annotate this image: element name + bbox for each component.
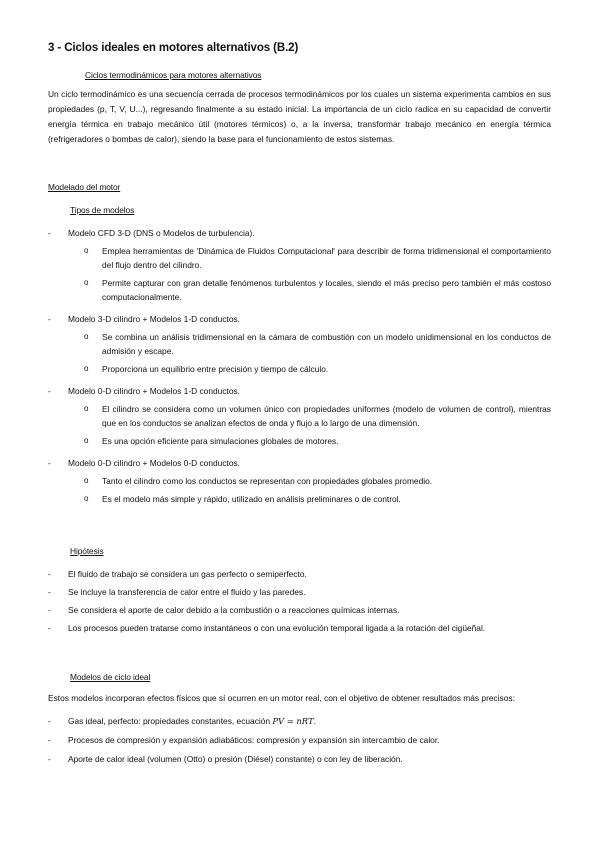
list-item: [48, 714, 551, 728]
list-item: [84, 362, 551, 376]
ideal-gas-equation: PV = nRT: [272, 716, 314, 726]
model-point: Permite capturar con gran detalle fenómenos turbulentos y locales, siendo el más preciso pero también el más costoso computacionalmente.: [102, 278, 551, 302]
dash-marker: -: [48, 605, 51, 615]
intro-paragraph: Un ciclo termodinámico es una secuencia cerrada de procesos termodinámicos por los cuales un sistema experimenta cambios en sus propiedades (p, T, V, U...), regresando finalmente a su estado inicial. La importancia de un ciclo radica en su capacidad de convertir energía térmica en trabajo mecánico útil (motores térmicos) o, a la inversa, transformar trabajo mecánico en energía térmica (refrigeradores o bombas de calor), siendo la base para el funcionamiento de estos sistemas.: [48, 89, 551, 144]
dash-marker: -: [48, 228, 51, 238]
model-points: [84, 474, 551, 506]
model-title: Modelo 3-D cilindro + Modelos 1-D conductos.: [68, 314, 241, 324]
model-list: [48, 226, 551, 514]
model-point: Tanto el cilindro como los conductos se representan con propiedades globales promedio.: [102, 476, 433, 486]
list-item: [48, 752, 551, 766]
dash-marker: -: [48, 735, 51, 745]
dash-marker: -: [48, 386, 51, 396]
model-point: Proporciona un equilibrio entre precisión y tiempo de cálculo.: [102, 364, 329, 374]
list-item: [48, 621, 551, 635]
list-item: [84, 434, 551, 448]
equation-suffix: .: [313, 716, 316, 726]
dash-marker: -: [48, 458, 51, 468]
page-title: 3 - Ciclos ideales en motores alternativos (B.2): [48, 42, 299, 54]
dash-marker: -: [48, 314, 51, 324]
model-group: [48, 226, 551, 304]
bullet-marker: o: [84, 278, 89, 287]
model-point: Emplea herramientas de 'Dinámica de Fluidos Computacional' para describir de forma tridimensional el comportamiento del flujo dentro del cilindro.: [102, 246, 551, 270]
model-group: [48, 456, 551, 506]
model-point: El cilindro se considera como un volumen único con propiedades uniformes (modelo de volumen de control), mientras que en los conductos se analizan efectos de onda y flujo a lo largo de una dimensión.: [102, 404, 551, 428]
list-item: [84, 330, 551, 358]
dash-marker: -: [48, 569, 51, 579]
hipotesis-item: Los procesos pueden tratarse como instantáneos o con una evolución temporal ligada a la rotación del cigüeñal.: [68, 623, 486, 633]
model-point: Es una opción eficiente para simulaciones globales de motores.: [102, 436, 339, 446]
hipotesis-item: El fluido de trabajo se considera un gas perfecto o semiperfecto.: [68, 569, 307, 579]
dash-marker: -: [48, 623, 51, 633]
model-group: [48, 384, 551, 448]
bullet-marker: o: [84, 246, 89, 255]
list-item: [84, 402, 551, 430]
model-point: Es el modelo más simple y rápido, utilizado en análisis preliminares o de control.: [102, 494, 401, 504]
model-title: Modelo 0-D cilindro + Modelos 0-D conductos.: [68, 458, 241, 468]
hipotesis-list: [48, 567, 551, 635]
list-item: [84, 492, 551, 506]
bullet-marker: o: [84, 494, 89, 503]
list-item: [48, 733, 551, 747]
list-item: [48, 567, 551, 581]
model-title: Modelo CFD 3-D (DNS o Modelos de turbulencia).: [68, 228, 255, 238]
hipotesis-item: Se considera el aporte de calor debido a la combustión o a reacciones químicas internas.: [68, 605, 400, 615]
ideal-intro: Estos modelos incorporan efectos físicos que sí ocurren en un motor real, con el objetivo de obtener resultados más precisos:: [48, 693, 515, 703]
list-item: [84, 474, 551, 488]
section-heading-hipotesis: Hipótesis: [70, 546, 104, 556]
ideal-item: Gas ideal, perfecto: propiedades constantes, ecuación: [68, 716, 273, 726]
section-heading-ciclo-ideal: Modelos de ciclo ideal: [70, 672, 151, 682]
list-item: [84, 276, 551, 304]
bullet-marker: o: [84, 476, 89, 485]
subtitle: Ciclos termodinámicos para motores alternativos: [85, 70, 262, 80]
bullet-marker: o: [84, 332, 89, 341]
list-item: [48, 456, 551, 470]
ideal-item: Procesos de compresión y expansión adiabáticos: compresión y expansión sin intercambio de calor.: [68, 735, 440, 745]
model-points: [84, 244, 551, 304]
hipotesis-item: Se incluye la transferencia de calor entre el fluido y las paredes.: [68, 587, 306, 597]
section-heading-modelado: Modelado del motor: [48, 182, 121, 192]
list-item: [48, 585, 551, 599]
model-title: Modelo 0-D cilindro + Modelos 1-D conductos.: [68, 386, 241, 396]
ideal-item: Aporte de calor ideal (volumen (Otto) o presión (Diésel) constante) o con ley de liberación.: [68, 754, 403, 764]
model-point: Se combina un análisis tridimensional en la cámara de combustión con un modelo unidimensional en los conductos de admisión y escape.: [102, 332, 551, 356]
bullet-marker: o: [84, 404, 89, 413]
bullet-marker: o: [84, 364, 89, 373]
list-item: [48, 603, 551, 617]
bullet-marker: o: [84, 436, 89, 445]
dash-marker: -: [48, 716, 51, 726]
list-item: [84, 244, 551, 272]
model-points: [84, 402, 551, 448]
dash-marker: -: [48, 754, 51, 764]
subheading-tipos-modelos: Tipos de modelos: [70, 205, 135, 215]
model-group: [48, 312, 551, 376]
list-item: [48, 312, 551, 326]
list-item: [48, 226, 551, 240]
list-item: [48, 384, 551, 398]
dash-marker: -: [48, 587, 51, 597]
ideal-list: [48, 714, 551, 766]
model-points: [84, 330, 551, 376]
